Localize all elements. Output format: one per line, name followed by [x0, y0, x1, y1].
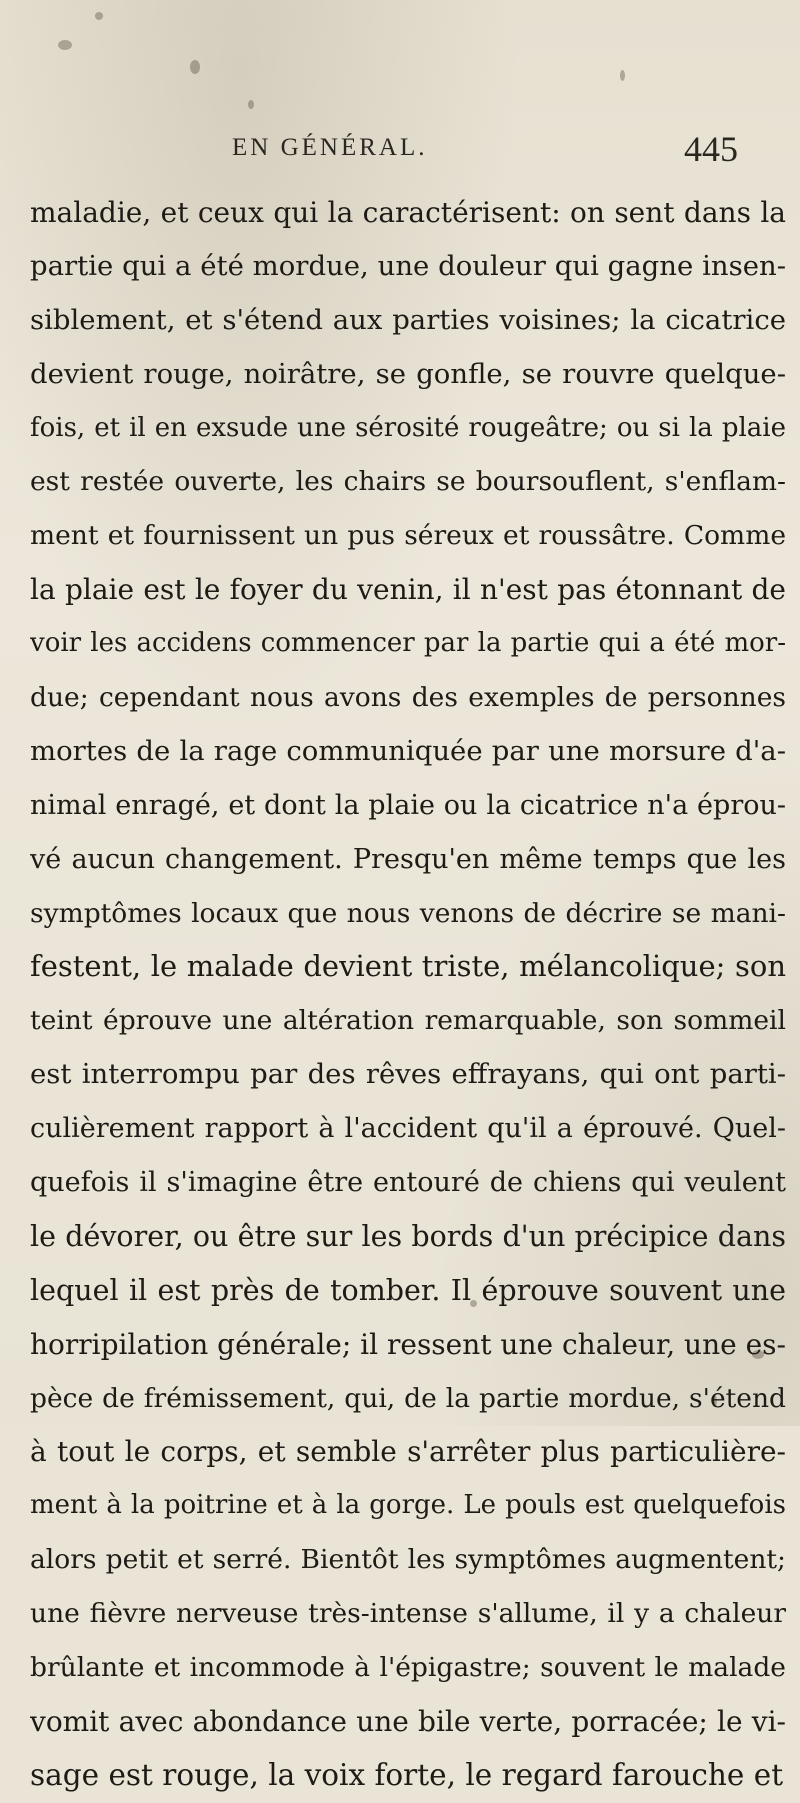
text-line: lequel il est près de tomber. Il éprouve souvent une	[30, 1273, 786, 1307]
text-line: symptômes locaux que nous venons de décrire se mani-	[30, 897, 786, 929]
text-line: maladie, et ceux qui la caractérisent: on sent dans la	[30, 196, 786, 229]
text-line: teint éprouve une altération remarquable, son sommeil	[30, 1005, 786, 1037]
text-line: horripilation générale; il ressent une chaleur, une es-	[30, 1327, 786, 1361]
ink-speck	[95, 12, 103, 20]
text-line: mortes de la rage communiquée par une morsure d'a-	[30, 734, 786, 767]
text-line: voir les accidens commencer par la partie qui a été mor-	[30, 628, 786, 659]
text-line: est restée ouverte, les chairs se boursouflent, s'enflam-	[30, 466, 786, 498]
text-line: est interrompu par des rêves effrayans, qui ont parti-	[30, 1058, 786, 1091]
text-line: devient rouge, noirâtre, se gonfle, se rouvre quelque-	[30, 357, 786, 390]
text-line: ment et fournissent un pus séreux et roussâtre. Comme	[30, 520, 786, 552]
text-line: alors petit et serré. Bientôt les symptômes augmentent;	[30, 1544, 786, 1576]
ink-speck	[58, 40, 72, 50]
text-line: brûlante et incommode à l'épigastre; souvent le malade	[30, 1652, 786, 1684]
text-line: la plaie est le foyer du venin, il n'est pas étonnant de	[30, 573, 786, 607]
text-line: sage est rouge, la voix forte, le regard farouche et	[30, 1757, 784, 1792]
ink-speck	[190, 60, 200, 74]
text-line: ment à la poitrine et à la gorge. Le pouls est quelquefois	[30, 1490, 786, 1521]
ink-speck	[620, 70, 625, 81]
ink-speck	[248, 100, 254, 109]
text-line: siblement, et s'étend aux parties voisines; la cicatrice	[30, 303, 786, 336]
text-line: une fièvre nerveuse très-intense s'allume, il y a chaleur	[30, 1598, 786, 1630]
text-line: vé aucun changement. Presqu'en même temps que les	[30, 843, 786, 875]
body-text	[30, 186, 786, 1803]
running-head	[0, 128, 800, 176]
text-line: quefois il s'imagine être entouré de chiens qui veulent	[30, 1167, 786, 1199]
text-line: pèce de frémissement, qui, de la partie mordue, s'étend	[30, 1382, 786, 1414]
running-title: EN GÉNÉRAL.	[232, 134, 428, 161]
text-line: fois, et il en exsude une sérosité rougeâtre; ou si la plaie	[30, 412, 786, 443]
page-number: 445	[684, 129, 738, 169]
text-line: nimal enragé, et dont la plaie ou la cicatrice n'a éprou-	[30, 789, 786, 821]
text-line: due; cependant nous avons des exemples de personnes	[30, 682, 786, 714]
text-line: vomit avec abondance une bile verte, porracée; le vi-	[30, 1704, 786, 1738]
text-line: partie qui a été mordue, une douleur qui gagne insen-	[30, 249, 786, 282]
text-line: le dévorer, ou être sur les bords d'un précipice dans	[30, 1219, 786, 1253]
text-line: festent, le malade devient triste, mélancolique; son	[30, 949, 786, 984]
text-line: à tout le corps, et semble s'arrêter plus particulière-	[30, 1435, 786, 1469]
text-line: culièrement rapport à l'accident qu'il a éprouvé. Quel-	[30, 1113, 786, 1145]
